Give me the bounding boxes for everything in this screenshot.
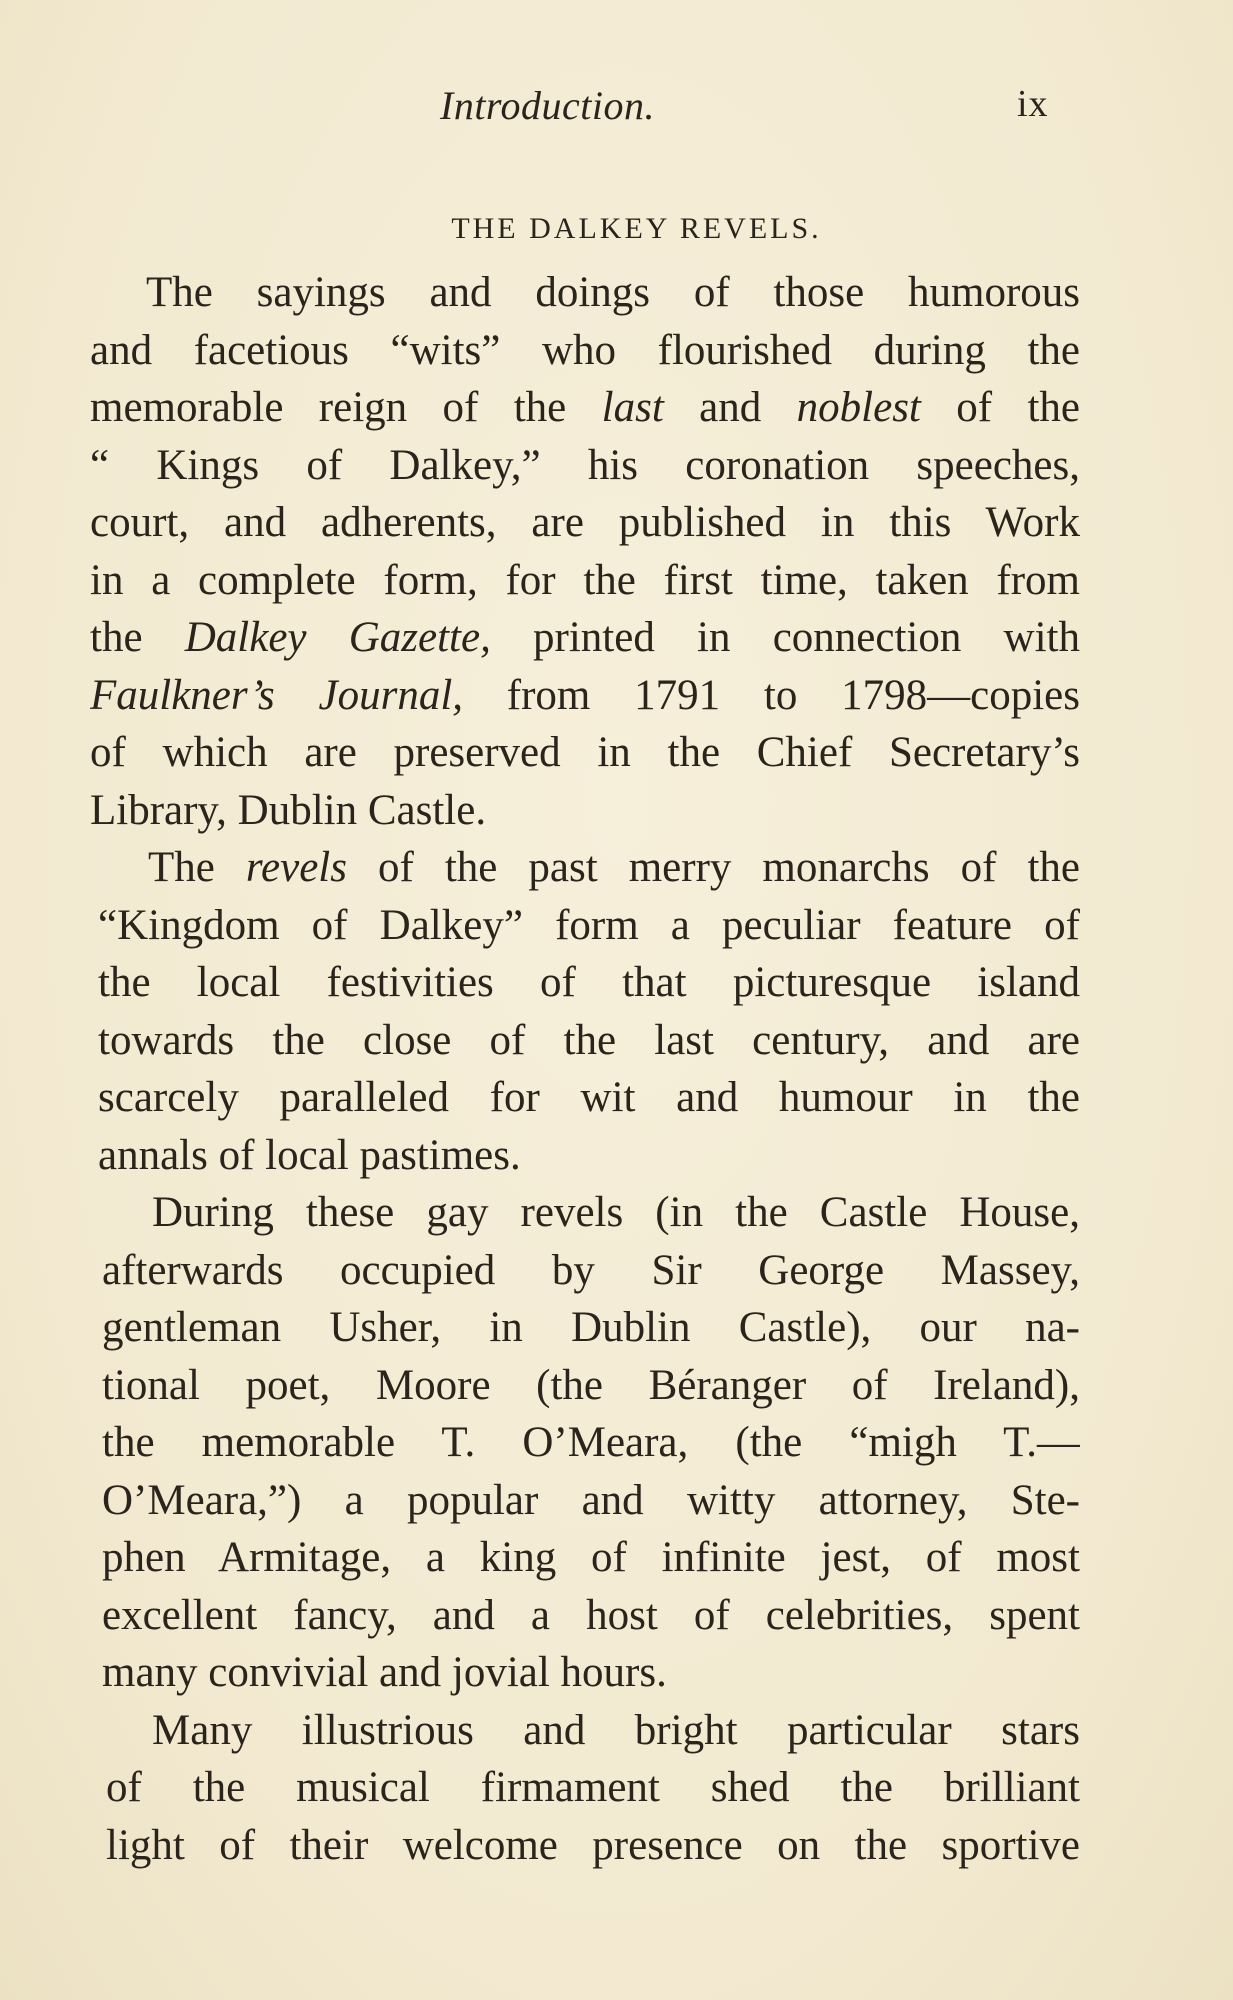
text-line [90,839,1080,897]
text-line: many convivial and jovial hours. [102,1649,667,1696]
text-line: O’Meara,”) a popular and witty attorney, Ste- [102,1476,1080,1524]
italic-run: last [601,384,664,431]
text-line [90,667,1080,725]
text-line: “Kingdom of Dalkey” form a peculiar feature of [98,901,1080,949]
text-line: court, and adherents, are published in this Work [90,499,1080,546]
text-line: in a complete form, for the first time, taken from [90,556,1080,604]
text-line [90,379,1080,437]
text-line: of the musical firmament shed the brilliant [106,1764,1080,1811]
text-run: memorable reign of the [90,384,602,431]
text-line: scarcely paralleled for wit and humour in the [98,1074,1080,1121]
text-line: of which are preserved in the Chief Secretary’s [90,729,1080,776]
italic-run: Dalkey Gazette, [184,614,491,661]
body-text [90,264,1080,1874]
text-line: “ Kings of Dalkey,” his coronation speeches, [90,441,1080,489]
text-line: the local festivities of that picturesque island [98,959,1080,1006]
text-run: and [663,384,797,431]
text-line: Library, Dublin Castle. [90,786,487,834]
page-number: ix [1017,83,1049,125]
text-line [90,609,1080,667]
text-line: Many illustrious and bright particular stars [152,1706,1080,1754]
italic-run: Faulkner’s Journal, [90,671,464,719]
running-title: Introduction. [440,83,655,128]
paragraph-1 [90,264,1080,839]
text-line: annals of local pastimes. [98,1131,521,1179]
text-run: of the [920,384,1080,431]
text-line: towards the close of the last century, and are [98,1016,1080,1064]
running-head [0,82,1233,142]
text-line: phen Armitage, a king of infinite jest, of most [102,1534,1080,1581]
text-line: During these gay revels (in the Castle House, [152,1189,1080,1236]
paragraph-4 [90,1702,1080,1875]
text-line: The sayings and doings of those humorous [146,269,1080,316]
text-line: afterwards occupied by Sir George Massey, [102,1246,1080,1294]
text-run: printed in connection with [490,614,1080,661]
text-run: from 1791 to 1798—copies [463,671,1080,719]
text-line: the memorable T. O’Meara, (the “migh T.— [102,1419,1080,1466]
italic-run: noblest [796,384,921,431]
paragraph-3 [90,1184,1080,1702]
text-line: gentleman Usher, in Dublin Castle), our na- [102,1304,1080,1351]
text-run: of the past merry monarchs of the [346,844,1080,891]
text-line: excellent fancy, and a host of celebrities, spent [102,1591,1080,1639]
text-line: tional poet, Moore (the Béranger of Ireland), [102,1361,1080,1409]
italic-run: revels [245,844,347,891]
text-line: and facetious “wits” who flourished during the [90,326,1080,374]
text-line: light of their welcome presence on the sportive [106,1821,1080,1869]
paragraph-2 [90,839,1080,1184]
section-title: THE DALKEY REVELS. [451,212,822,245]
text-run: the [90,614,185,661]
text-run: The [148,844,246,891]
